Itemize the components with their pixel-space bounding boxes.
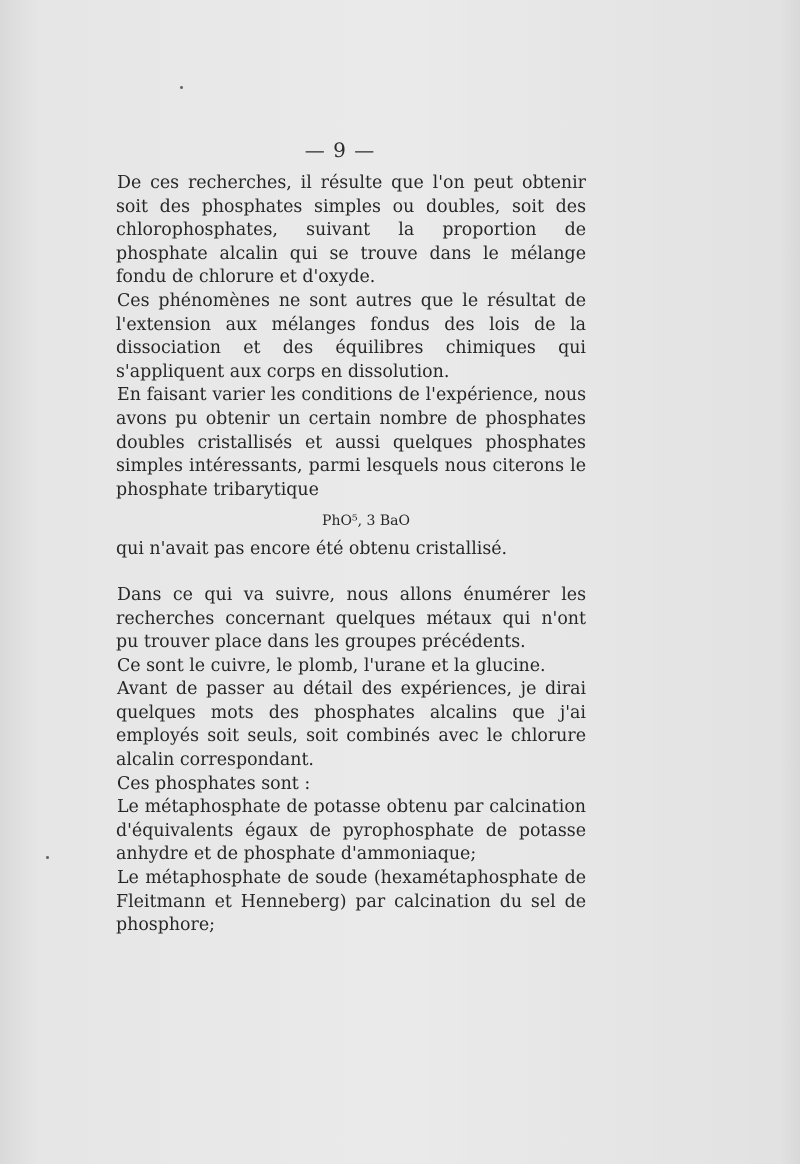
paragraph-1: De ces recherches, il résulte que l'on peut obtenir soit des phosphates simples ou doubles, soit des chlorophosphates, suivant la proportion de phosphate alcalin qui se trouve dans le mélange fondu de chlorure et d'oxyde. — [116, 173, 586, 288]
body-text — [116, 172, 586, 938]
paragraph-5: Dans ce qui va suivre, nous allons énumérer les recherches concernant quelques métaux qui n'ont pu trouver place dans les groupes précédents. — [116, 584, 586, 653]
paragraph-gap — [116, 562, 586, 584]
page-number: — 9 — — [304, 138, 376, 162]
paragraph-9: Le métaphosphate de potasse obtenu par calcination d'équivalents égaux de pyrophosphate de potasse anhydre et de phosphate d'ammoniaque; — [116, 797, 586, 865]
paper-speck — [46, 856, 49, 859]
paper-speck — [180, 86, 183, 89]
paragraph-3: En faisant varier les conditions de l'expérience, nous avons pu obtenir un certain nombre de phosphates doubles cristallisés et aussi quelques phosphates simples intéressants, parmi lesquels nous citerons le phosphate tribarytique — [116, 385, 586, 500]
paragraph-2: Ces phénomènes ne sont autres que le résultat de l'extension aux mélanges fondus des lois de la dissociation et des équilibres chimiques qui s'appliquent aux corps en dissolution. — [116, 290, 586, 382]
paragraph-7: Avant de passer au détail des expériences, je dirai quelques mots des phosphates alcalins que j'ai employés soit seuls, soit combinés avec le chlorure alcalin correspondant. — [116, 679, 586, 771]
paragraph-8: Ces phosphates sont : — [117, 773, 311, 794]
paragraph-4: qui n'avait pas encore été obtenu cristallisé. — [116, 539, 508, 560]
paragraph-10: Le métaphosphate de soude (hexamétaphosphate de Fleitmann et Henneberg) par calcination du sel de phosphore; — [116, 868, 586, 936]
chemical-formula: PhO⁵, 3 BaO — [322, 513, 410, 530]
paragraph-6: Ce sont le cuivre, le plomb, l'urane et la glucine. — [117, 655, 546, 676]
